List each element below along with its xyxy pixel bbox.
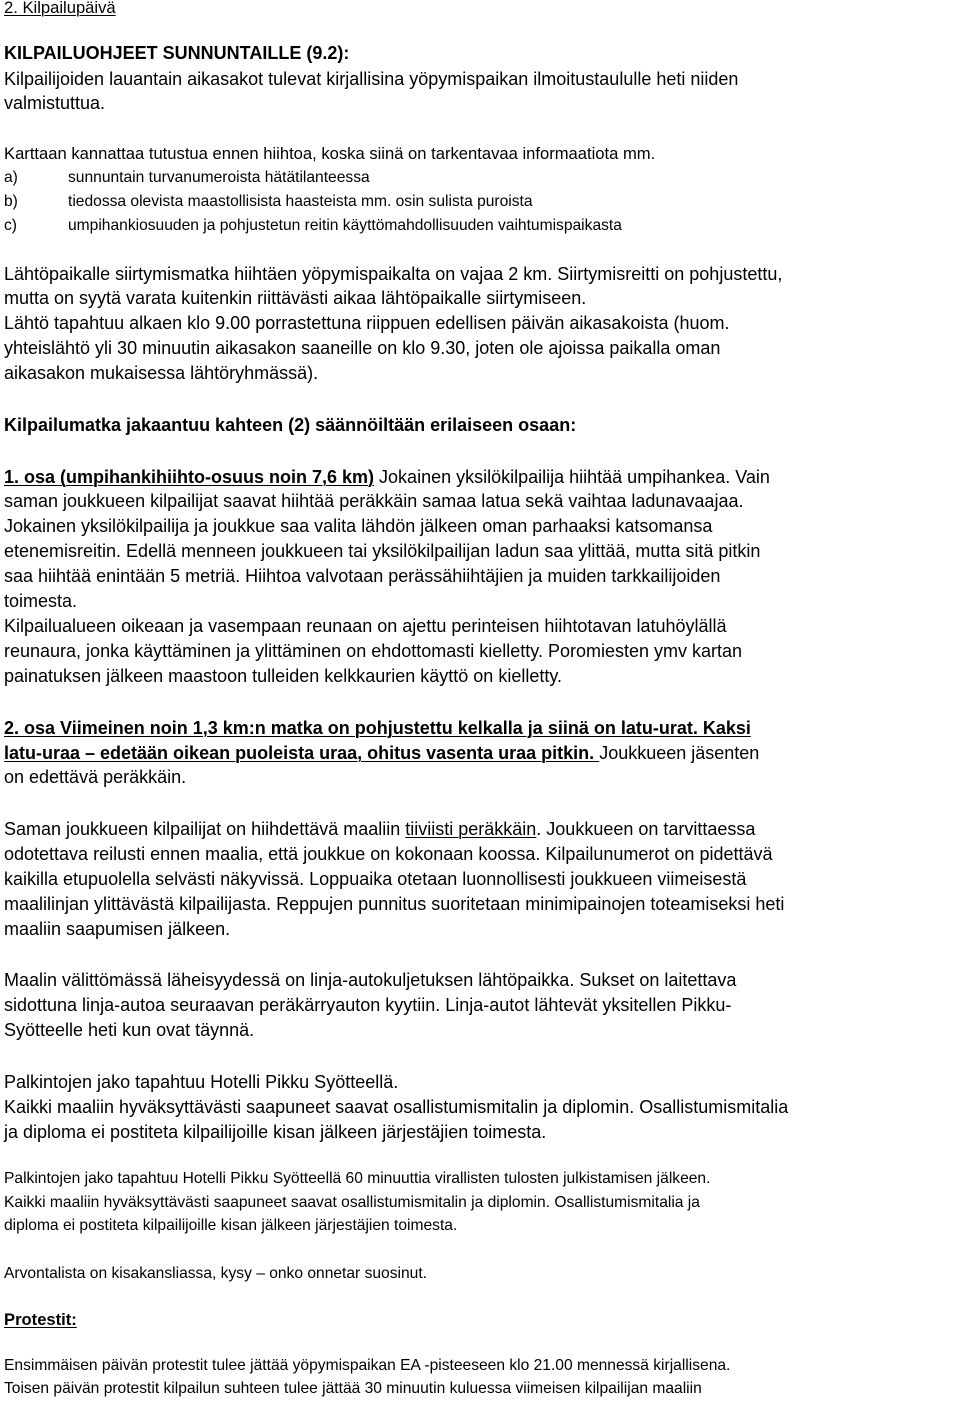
paragraph-line: saman joukkueen kilpailijat saavat hiihtää peräkkäin samaa latua sekä vaihtaa ladunavaajaa. <box>4 491 744 511</box>
paragraph-line: Syötteelle heti kun ovat täynnä. <box>4 1020 255 1040</box>
protests-heading: Protestit: <box>4 1310 77 1329</box>
paragraph-line: Kilpailijoiden lauantain aikasakot tulevat kirjallisina yöpymispaikan ilmoitustaululle heti niiden <box>4 69 739 89</box>
paragraph-line: etenemisreitin. Edellä menneen joukkueen tai yksilökilpailijan ladun saa ylittää, mutta sitä pitkin <box>4 541 761 561</box>
map-list-item <box>4 167 370 189</box>
paragraph-line: Toisen päivän protestit kilpailun suhteen tulee jättää 30 minuutin kuluessa viimeisen kilpailijan maaliin <box>4 1380 702 1397</box>
paragraph-line: saa hiihtää enintään 5 metriä. Hiihtoa valvotaan perässähiihtäjien ja muiden tarkkailijoiden <box>4 566 721 586</box>
emphasis-underlined: tiiviisti peräkkäin <box>405 819 537 839</box>
paragraph-line: ja diploma ei postiteta kilpailijoille kisan jälkeen järjestäjien toimesta. <box>4 1122 547 1142</box>
course-heading: Kilpailumatka jakaantuu kahteen (2) säännöiltään erilaiseen osaan: <box>4 415 577 435</box>
paragraph-line: kaikilla etupuolella selvästi näkyvissä. Loppuaika otetaan luonnollisesti joukkueen viimeisestä <box>4 869 747 889</box>
part2-title: 2. osa Viimeinen noin 1,3 km:n matka on pohjustettu kelkalla ja siinä on latu-urat. Kaksi <box>4 718 751 738</box>
paragraph-line: sidottuna linja-autoa seuraavan peräkärryauton kyytiin. Linja-autot lähtevät yksitellen Pikku- <box>4 995 732 1015</box>
map-list-item <box>4 191 533 213</box>
part1-title: 1. osa (umpihankihiihto-osuus noin 7,6 km) <box>4 467 375 487</box>
paragraph-line: maaliin saapumisen jälkeen. <box>4 919 231 939</box>
paragraph-line: painatuksen jälkeen maastoon tulleiden kelkkaurien käyttö on kielletty. <box>4 666 562 686</box>
part2-second-line: latu-uraa – edetään oikean puoleista uraa, ohitus vasenta uraa pitkin. Joukkueen jäsenten <box>4 743 760 763</box>
paragraph-line: yhteislähtö yli 30 minuutin aikasakon saaneille on klo 9.30, joten ole ajoissa paikalla oman <box>4 338 721 358</box>
list-text: tiedossa olevista maastollisista haasteista mm. osin sulista puroista <box>68 193 533 210</box>
list-label: b) <box>4 193 18 210</box>
list-label: c) <box>4 217 17 234</box>
paragraph-line: diploma ei postiteta kilpailijoille kisan jälkeen järjestäjien toimesta. <box>4 1217 458 1234</box>
part1-first-line: 1. osa (umpihankihiihto-osuus noin 7,6 km) Jokainen yksilökilpailija hiihtää umpihankea. Vain <box>4 467 770 487</box>
list-text: sunnuntain turvanumeroista hätätilanteessa <box>68 169 370 186</box>
paragraph-line: Kaikki maaliin hyväksyttävästi saapuneet saavat osallistumismitalin ja diplomin. Osallistumismitalia ja <box>4 1194 700 1211</box>
paragraph-line: valmistuttua. <box>4 93 106 113</box>
list-label: a) <box>4 169 18 186</box>
paragraph-line: Palkintojen jako tapahtuu Hotelli Pikku Syötteellä. <box>4 1072 399 1092</box>
list-text: umpihankiosuuden ja pohjustetun reitin käyttömahdollisuuden vaihtumispaikasta <box>68 217 622 234</box>
paragraph-line: Palkintojen jako tapahtuu Hotelli Pikku Syötteellä 60 minuuttia virallisten tulosten julkistamisen jälkeen. <box>4 1170 711 1187</box>
paragraph-line: Maalin välittömässä läheisyydessä on linja-autokuljetuksen lähtöpaikka. Sukset on laitettava <box>4 970 737 990</box>
paragraph-line: Ensimmäisen päivän protestit tulee jättää yöpymispaikan EA -pisteeseen klo 21.00 mennessä kirjallisena. <box>4 1357 731 1374</box>
paragraph-line: Kilpailualueen oikeaan ja vasempaan reunaan on ajettu perinteisen hiihtotavan latuhöylällä <box>4 616 727 636</box>
paragraph-line: mutta on syytä varata kuitenkin riittävästi aikaa lähtöpaikalle siirtymiseen. <box>4 288 587 308</box>
paragraph-first-line: Saman joukkueen kilpailijat on hiihdettävä maaliin tiiviisti peräkkäin. Joukkueen on tarvittaessa <box>4 819 756 839</box>
paragraph-line: reunaura, jonka käyttäminen ja ylittäminen on ehdottomasti kielletty. Poromiesten ymv kartan <box>4 641 743 661</box>
paragraph-line: on edettävä peräkkäin. <box>4 767 187 787</box>
paragraph-line: toimesta. <box>4 591 78 611</box>
paragraph-line: maalilinjan ylittävästä kilpailijasta. Reppujen punnitus suoritetaan minimipainojen toteamiseksi heti <box>4 894 785 914</box>
paragraph-line: Arvontalista on kisakansliassa, kysy – onko onnetar suosinut. <box>4 1265 427 1282</box>
paragraph-line: odotettava reilusti ennen maalia, että joukkue on kokonaan koossa. Kilpailunumerot on pidettävä <box>4 844 773 864</box>
section-heading: 2. Kilpailupäivä <box>4 0 116 17</box>
map-intro: Karttaan kannattaa tutustua ennen hiihtoa, koska siinä on tarkentavaa informaatiota mm. <box>4 144 656 163</box>
paragraph-line: Jokainen yksilökilpailija ja joukkue saa valita lähdön jälkeen oman parhaaksi katsomansa <box>4 516 713 536</box>
paragraph-line: Lähtö tapahtuu alkaen klo 9.00 porrastettuna riippuen edellisen päivän aikasakoista (huom. <box>4 313 730 333</box>
map-list-item <box>4 215 622 237</box>
instructions-title: KILPAILUOHJEET SUNNUNTAILLE (9.2): <box>4 43 350 63</box>
paragraph-line: aikasakon mukaisessa lähtöryhmässä). <box>4 363 319 383</box>
paragraph-line: Lähtöpaikalle siirtymismatka hiihtäen yöpymispaikalta on vajaa 2 km. Siirtymisreitti on pohjustettu, <box>4 264 783 284</box>
paragraph-line: Kaikki maaliin hyväksyttävästi saapuneet saavat osallistumismitalin ja diplomin. Osallistumismitalia <box>4 1097 789 1117</box>
